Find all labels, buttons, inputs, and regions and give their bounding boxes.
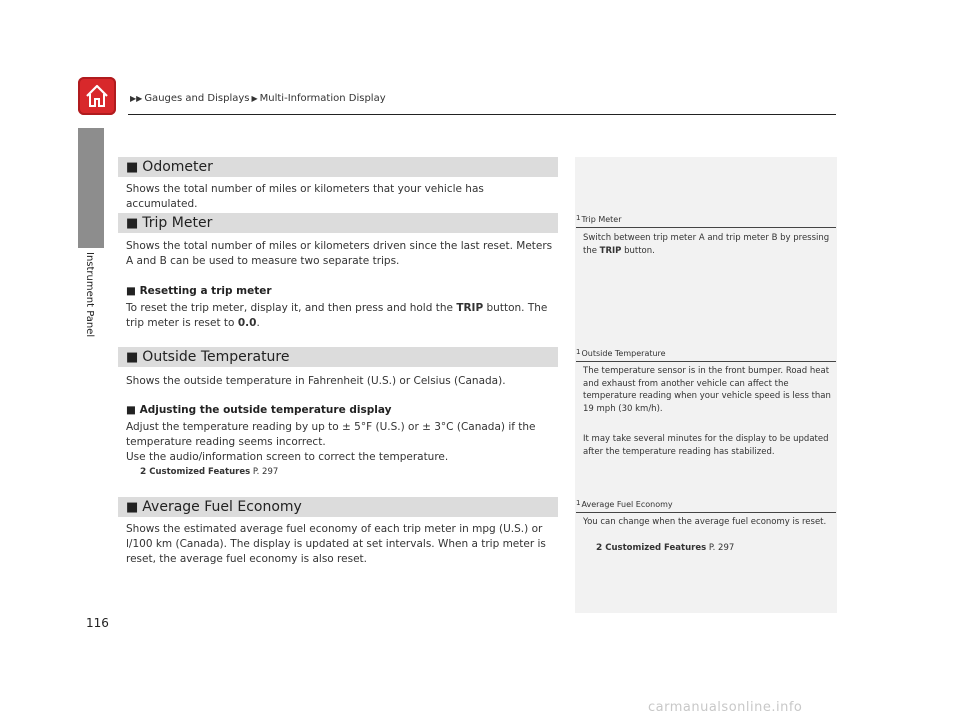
heading-marker-icon: ■: [126, 349, 139, 365]
side-tab-block-active: [78, 226, 104, 248]
ref-page: P. 297: [252, 467, 279, 477]
heading-marker-icon: ■: [126, 215, 139, 231]
section-heading-trip-meter: [118, 213, 558, 233]
note-body-outside-temp-2: It may take several minutes for the display to be updated after the temperature reading has stabilized.: [583, 434, 829, 457]
heading-marker-icon: ■: [126, 159, 139, 175]
note-title-text: Trip Meter: [581, 215, 622, 224]
adjust-temp-text: Adjust the temperature reading by up to ± 5°F (U.S.) or ± 3°C (Canada) if the temperature reading seems incorrect.: [126, 421, 536, 448]
header-divider: [128, 114, 836, 115]
note-customized-features-link[interactable]: [596, 543, 734, 553]
heading-text: Outside Temperature: [142, 349, 290, 365]
reset-value: 0.0: [237, 317, 257, 329]
adjust-temp-text-2: Use the audio/information screen to correct the temperature.: [126, 451, 449, 463]
note-text-1: Switch between trip meter A and trip meter B by pressing the: [583, 233, 830, 256]
note-body-avg-fuel: You can change when the average fuel economy is reset.: [583, 517, 827, 527]
breadcrumb-arrow-icon: ▶▶: [130, 94, 143, 103]
watermark: carmanualsonline.info: [648, 700, 803, 715]
heading-text: Trip Meter: [142, 215, 213, 231]
note-body-trip-meter: [583, 232, 831, 257]
ref-label: Customized Features: [149, 467, 251, 477]
heading-text: Odometer: [142, 159, 213, 175]
note-title-text: Outside Temperature: [581, 349, 666, 358]
sub-heading-text: Resetting a trip meter: [139, 285, 272, 297]
sub-heading-adjust-temp: [126, 404, 391, 416]
note-text-2: button.: [624, 245, 655, 256]
reset-text-end: .: [256, 317, 260, 329]
note-body-outside-temp-1: The temperature sensor is in the front bumper. Road heat and exhaust from another vehicle can affect the temperature reading when your vehicle speed is less than 19 mph (30 km/h).: [583, 366, 831, 414]
sub-marker-icon: ■: [126, 285, 136, 297]
trip-button-label: TRIP: [456, 302, 484, 314]
ref-label: Customized Features: [605, 543, 707, 553]
note-title-outside-temp: [576, 348, 836, 362]
reset-trip-text: [126, 301, 558, 331]
outside-temp-text: Shows the outside temperature in Fahrenheit (U.S.) or Celsius (Canada).: [126, 375, 506, 387]
note-number: 1: [576, 214, 581, 222]
heading-marker-icon: ■: [126, 499, 139, 515]
note-trip-label: TRIP: [599, 245, 622, 256]
reset-text-1: To reset the trip meter, display it, and then press and hold the: [126, 302, 453, 314]
breadcrumb-separator-icon: ▶: [251, 94, 258, 103]
note-title-text: Average Fuel Economy: [581, 500, 673, 509]
breadcrumb-item-gauges[interactable]: Gauges and Displays: [144, 93, 250, 104]
reset-text-2: button. The trip meter is reset to: [126, 302, 548, 329]
page-number: 116: [86, 616, 109, 630]
home-button[interactable]: [78, 77, 116, 115]
section-heading-avg-fuel: [118, 497, 558, 517]
avg-fuel-text: Shows the estimated average fuel economy of each trip meter in mpg (U.S.) or l/100 km (Canada). The display is updated at set intervals. When a trip meter is reset, the average fuel economy is also reset.: [126, 523, 546, 565]
note-title-avg-fuel: [576, 499, 836, 513]
reference-arrow-icon: 2: [596, 543, 603, 553]
customized-features-link[interactable]: [140, 467, 278, 477]
section-heading-odometer: [118, 157, 558, 177]
sub-heading-reset-trip: [126, 285, 272, 297]
breadcrumb-item-multi-info[interactable]: Multi-Information Display: [259, 93, 386, 104]
note-number: 1: [576, 499, 581, 507]
sub-heading-text: Adjusting the outside temperature display: [139, 404, 392, 416]
note-title-trip-meter: [576, 214, 836, 228]
trip-meter-text: Shows the total number of miles or kilometers driven since the last reset. Meters A and B can be used to measure two separate trips.: [126, 240, 553, 267]
home-icon: [83, 82, 111, 110]
reference-arrow-icon: 2: [140, 467, 147, 477]
heading-text: Average Fuel Economy: [142, 499, 302, 515]
ref-page: P. 297: [708, 543, 735, 553]
side-tab-block: [78, 128, 104, 226]
side-tab-label: Instrument Panel: [84, 252, 95, 338]
odometer-text: Shows the total number of miles or kilometers that your vehicle has accumulated.: [126, 183, 484, 210]
section-heading-outside-temp: [118, 347, 558, 367]
note-number: 1: [576, 348, 581, 356]
breadcrumb: [128, 93, 386, 104]
sub-marker-icon: ■: [126, 404, 136, 416]
